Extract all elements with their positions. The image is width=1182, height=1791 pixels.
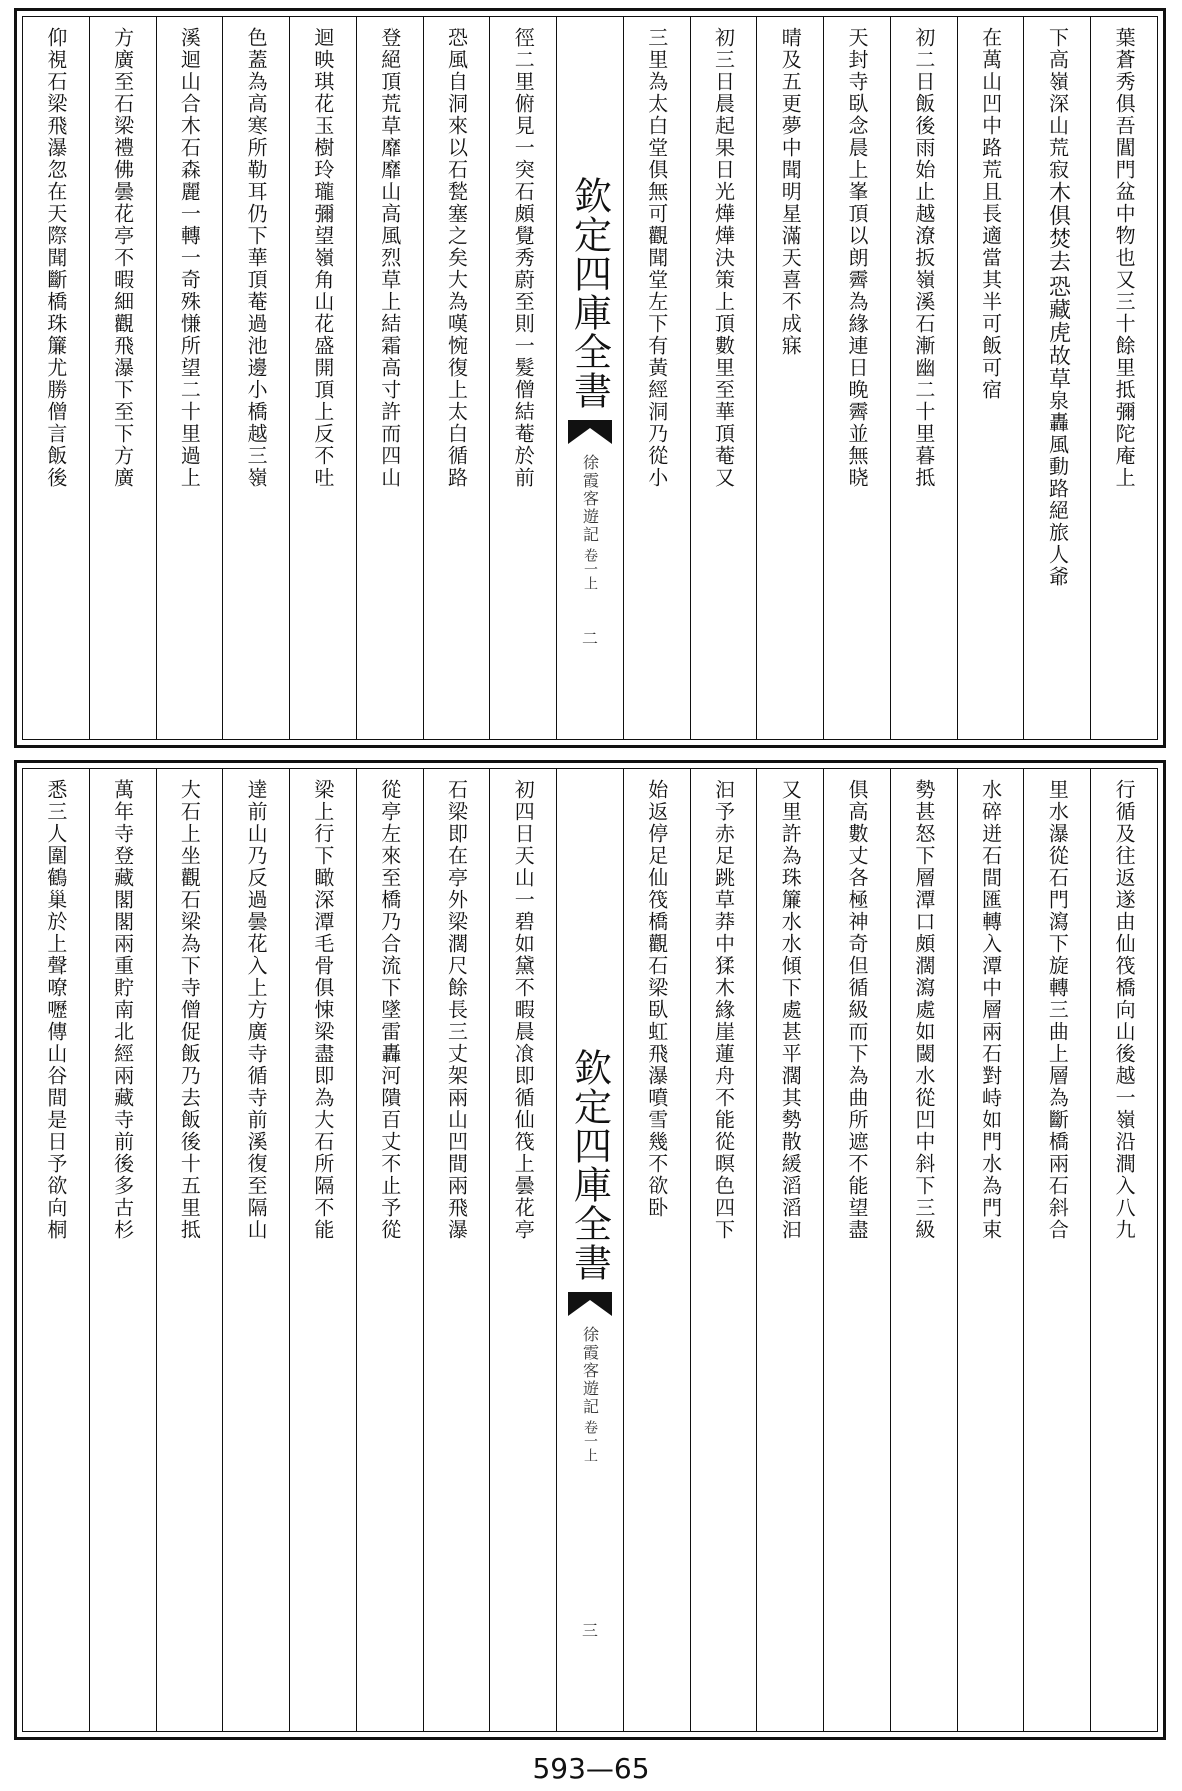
upper-page bbox=[14, 8, 1166, 748]
column-text: 溪迴山合木石森麗一轉一奇殊慊所望二十里過上 bbox=[177, 27, 202, 489]
fishtail-mark-icon bbox=[568, 420, 612, 444]
column-text bbox=[1045, 17, 1069, 739]
column-text: 葉蒼秀俱吾閶門盆中物也又三十餘里抵彌陀庵上 bbox=[1112, 27, 1137, 489]
text-column bbox=[23, 769, 89, 1731]
text-column bbox=[690, 769, 757, 1731]
text-column bbox=[222, 17, 289, 739]
lower-page-columns bbox=[23, 769, 1157, 1731]
interlinear-note bbox=[1045, 181, 1069, 390]
volume-label: 卷一上 bbox=[581, 548, 598, 590]
column-text: 迴映琪花玉樹玲瓏彌望嶺角山花盛開頂上反不吐 bbox=[310, 27, 335, 489]
volume-label: 卷一上 bbox=[581, 1420, 598, 1462]
column-text-part: 下高嶺深山荒寂 bbox=[1045, 27, 1070, 181]
text-column bbox=[957, 17, 1024, 739]
column-text: 石梁即在亭外梁濶尺餘長三丈架兩山凹間兩飛瀑 bbox=[444, 779, 469, 1241]
column-text: 在萬山凹中路荒且長適當其半可飯可宿 bbox=[978, 27, 1003, 401]
column-text: 俱高數丈各極神奇但循級而下為曲所遮不能望盡 bbox=[845, 779, 870, 1241]
text-column bbox=[289, 17, 356, 739]
text-column bbox=[1023, 17, 1090, 739]
column-text: 初四日天山一碧如黛不暇晨飡即循仙筏上曇花亭 bbox=[511, 779, 536, 1241]
text-column bbox=[489, 17, 556, 739]
text-column bbox=[156, 769, 223, 1731]
text-column bbox=[823, 17, 890, 739]
column-text: 色蓋為高寒所勒耳仍下華頂菴過池邊小橋越三嶺 bbox=[244, 27, 269, 489]
column-text: 又里許為珠簾水水傾下處甚平濶其勢散緩滔滔汩 bbox=[778, 779, 803, 1241]
text-column bbox=[756, 17, 823, 739]
text-column bbox=[756, 769, 823, 1731]
text-column bbox=[489, 769, 556, 1731]
column-text: 登絕頂荒草靡靡山高風烈草上結霜高寸許而四山 bbox=[377, 27, 402, 489]
text-column bbox=[1023, 769, 1090, 1731]
column-text: 行循及往返遂由仙筏橋向山後越一嶺沿澗入八九 bbox=[1112, 779, 1137, 1241]
column-text: 方廣至石梁禮佛曇花亭不暇細觀飛瀑下至下方廣 bbox=[110, 27, 135, 489]
lower-page bbox=[14, 760, 1166, 1740]
interlinear-note-line: 木俱焚去 bbox=[1045, 181, 1071, 273]
text-column bbox=[89, 769, 156, 1731]
column-text-part: 泉轟風動路絕旅人爺 bbox=[1045, 390, 1070, 588]
text-column bbox=[690, 17, 757, 739]
text-column bbox=[623, 769, 690, 1731]
text-column bbox=[222, 769, 289, 1731]
column-text: 晴及五更夢中聞明星滿天喜不成寐 bbox=[778, 27, 803, 357]
column-text: 汩予赤足跳草莽中猱木緣崖蓮舟不能從暝色四下 bbox=[711, 779, 736, 1241]
text-column bbox=[89, 17, 156, 739]
center-fold-column bbox=[556, 17, 623, 739]
column-text: 萬年寺登藏閣閣兩重貯南北經兩藏寺前後多古杉 bbox=[110, 779, 135, 1241]
column-text: 天封寺臥念晨上峯頂以朗霽為緣連日晚霽並無晓 bbox=[845, 27, 870, 489]
column-text: 初三日晨起果日光燁燁決策上頂數里至華頂菴又 bbox=[711, 27, 736, 489]
leaf-number: 二 bbox=[581, 629, 598, 648]
text-column bbox=[423, 17, 490, 739]
column-text: 里水瀑從石門瀉下旋轉三曲上層為斷橋兩石斜合 bbox=[1045, 779, 1070, 1241]
text-column bbox=[289, 769, 356, 1731]
text-column bbox=[823, 769, 890, 1731]
column-text: 從亭左來至橋乃合流下墜雷轟河隤百丈不止予從 bbox=[377, 779, 402, 1241]
column-text: 仰視石梁飛瀑忽在天際聞斷橋珠簾尤勝僧言飯後 bbox=[43, 27, 68, 489]
center-fold-column bbox=[556, 769, 623, 1731]
page-footer-number: 593—65 bbox=[532, 1752, 650, 1785]
text-column bbox=[890, 17, 957, 739]
book-title: 徐霞客遊記 bbox=[580, 1326, 600, 1416]
text-column bbox=[890, 769, 957, 1731]
text-column bbox=[356, 17, 423, 739]
text-column bbox=[1090, 17, 1157, 739]
lower-page-frame bbox=[22, 768, 1158, 1732]
column-text: 初二日飯後雨始止越潦扳嶺溪石漸幽二十里暮抵 bbox=[911, 27, 936, 489]
fishtail-mark-icon bbox=[568, 1292, 612, 1316]
column-text: 悉三人圍鶴巢於上聲嘹嚦傳山谷間是日予欲向桐 bbox=[43, 779, 68, 1241]
column-text: 勢甚怒下層潭口頗濶瀉處如閾水從凹中斜下三級 bbox=[911, 779, 936, 1241]
text-column bbox=[23, 17, 89, 739]
column-text: 三里為太白堂俱無可觀聞堂左下有黃經洞乃從小 bbox=[644, 27, 669, 489]
text-column bbox=[156, 17, 223, 739]
text-column bbox=[423, 769, 490, 1731]
book-title: 徐霞客遊記 bbox=[580, 454, 600, 544]
column-text: 始返停足仙筏橋觀石梁臥虹飛瀑噴雪幾不欲卧 bbox=[644, 779, 669, 1219]
interlinear-note-line: 恐藏虎故草 bbox=[1045, 275, 1071, 390]
upper-page-columns bbox=[23, 17, 1157, 739]
column-text: 梁上行下瞰深潭毛骨俱悚梁盡即為大石所隔不能 bbox=[310, 779, 335, 1241]
column-text: 恐風自洞來以石甃塞之矣大為嘆惋復上太白循路 bbox=[444, 27, 469, 489]
text-column bbox=[957, 769, 1024, 1731]
upper-page-frame bbox=[22, 16, 1158, 740]
column-text: 水碎迸石間匯轉入潭中層兩石對峙如門水為門束 bbox=[978, 779, 1003, 1241]
column-text: 徑二里俯見一突石頗覺秀蔚至則一髮僧結菴於前 bbox=[511, 27, 536, 489]
collection-title: 欽定四庫全書 bbox=[567, 1048, 612, 1282]
column-text: 大石上坐觀石梁為下寺僧促飯乃去飯後十五里抵 bbox=[177, 779, 202, 1241]
leaf-number: 三 bbox=[581, 1621, 598, 1640]
text-column bbox=[1090, 769, 1157, 1731]
column-text: 達前山乃反過曇花入上方廣寺循寺前溪復至隔山 bbox=[244, 779, 269, 1241]
text-column bbox=[356, 769, 423, 1731]
text-column bbox=[623, 17, 690, 739]
collection-title: 欽定四庫全書 bbox=[567, 176, 612, 410]
